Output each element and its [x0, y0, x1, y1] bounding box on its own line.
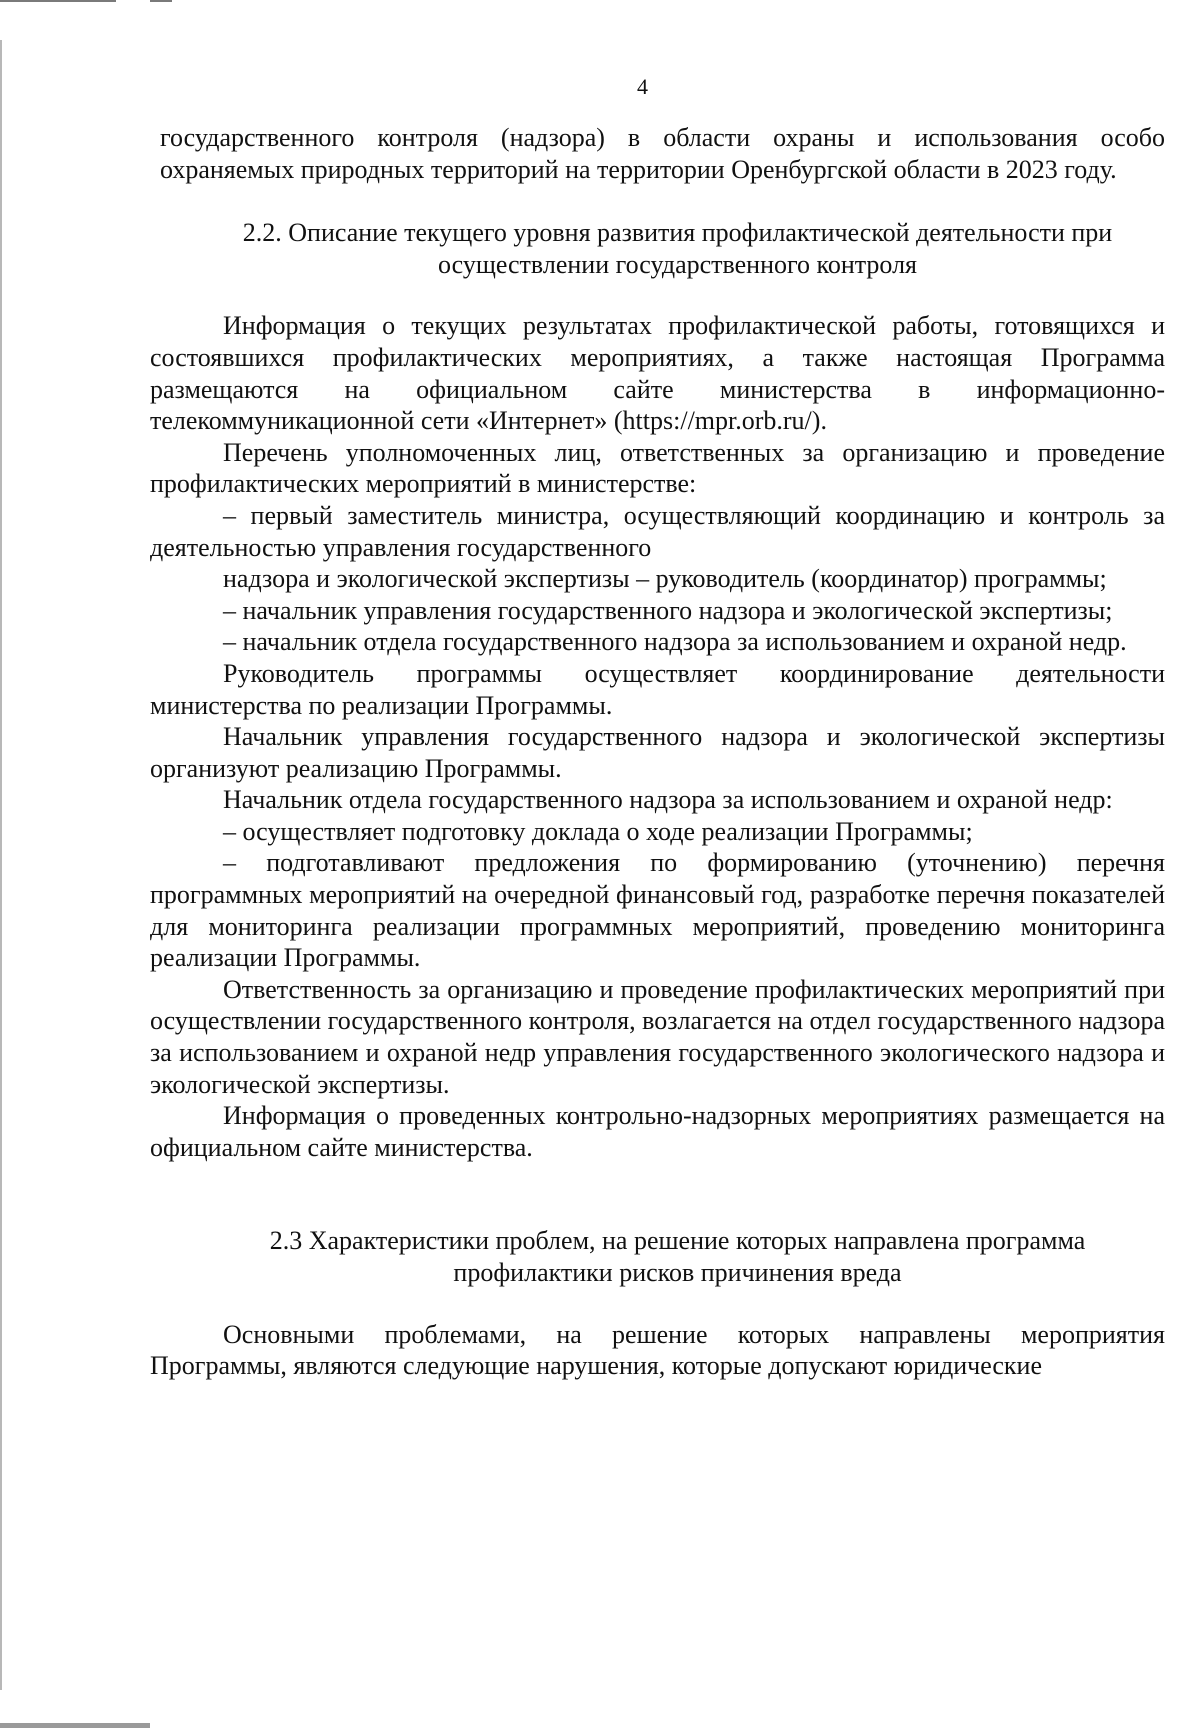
page-number: 4	[637, 74, 648, 99]
scan-edge-left	[0, 40, 2, 1690]
section-heading-2-2: 2.2. Описание текущего уровня развития профилактической деятельности при осуществлении государственного контроля	[242, 218, 1113, 279]
paragraph: Информация о проведенных контрольно-надзорных мероприятиях размещается на официальном сайте министерства.	[150, 1101, 1165, 1162]
list-item-continuation: надзора и экологической экспертизы – руководитель (координатор) программы;	[223, 564, 1107, 594]
list-item: – первый заместитель министра, осуществляющий координацию и контроль за деятельностью управления государственного	[150, 500, 1165, 562]
paragraph: Начальник управления государственного надзора и экологической экспертизы организуют реализацию Программы.	[150, 722, 1165, 783]
paragraph: Ответственность за организацию и проведение профилактических мероприятий при осуществлении государственного контроля, возлагается на отдел государственного надзора за использованием и охраной недр управления государственного экологического надзора и экологической экспертизы.	[150, 974, 1165, 1099]
scan-edge-top-left	[0, 0, 116, 2]
list-item: – начальник управления государственного надзора и экологической экспертизы;	[223, 595, 1113, 625]
paragraph: Основными проблемами, на решение которых направлены мероприятия Программы, являются следующие нарушения, которые допускают юридические	[150, 1319, 1165, 1381]
document-page	[150, 72, 1165, 1382]
list-item: – подготавливают предложения по формированию (уточнению) перечня программных мероприятий на очередной финансовый год, разработке перечня показателей для мониторинга реализации программных мероприятий, проведению мониторинга реализации Программы.	[150, 848, 1165, 973]
list-item: – начальник отдела государственного надзора за использованием и охраной недр.	[223, 627, 1127, 657]
section-heading-2-3: 2.3 Характеристики проблем, на решение которых направлена программа профилактики рисков причинения вреда	[269, 1226, 1086, 1287]
paragraph: Руководитель программы осуществляет координирование деятельности министерства по реализации Программы.	[150, 658, 1165, 720]
paragraph: Информация о текущих результатах профилактической работы, готовящихся и состоявшихся профилактических мероприятиях, а также настоящая Программа размещаются на официальном сайте министерства в информационно-телекоммуникационной сети «Интернет» (https://mpr.orb.ru/).	[150, 311, 1165, 436]
list-item: – осуществляет подготовку доклада о ходе реализации Программы;	[223, 816, 973, 846]
intro-paragraph: государственного контроля (надзора) в области охраны и использования особо охраняемых природных территорий на территории Оренбургской области в 2023 году.	[160, 123, 1165, 184]
scan-edge-bottom	[0, 1723, 150, 1728]
paragraph: Перечень уполномоченных лиц, ответственных за организацию и проведение профилактических мероприятий в министерстве:	[150, 437, 1165, 499]
paragraph: Начальник отдела государственного надзора за использованием и охраной недр:	[223, 785, 1113, 815]
scan-edge-top-mark	[150, 0, 172, 2]
